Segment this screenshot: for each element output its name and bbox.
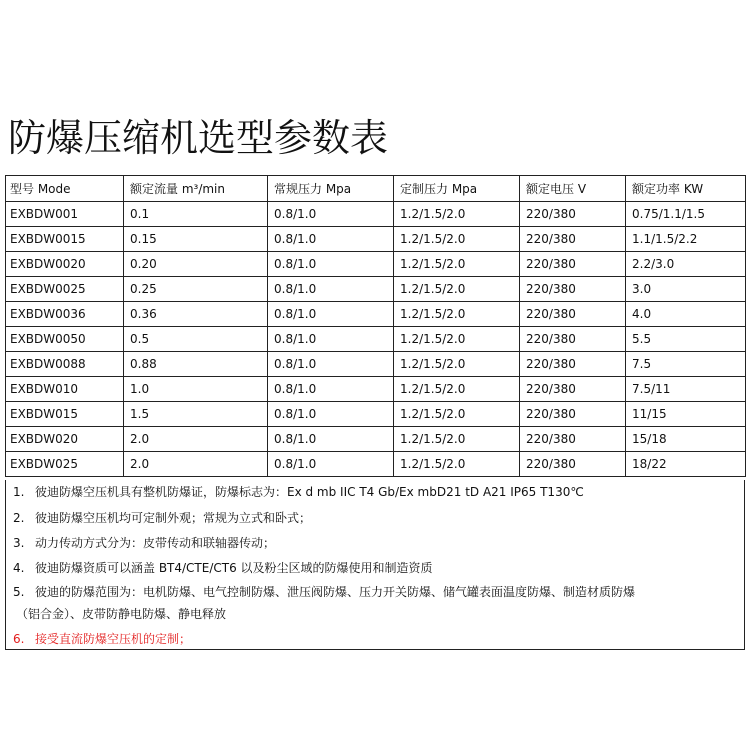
table-row (6, 277, 746, 302)
table-cell: EXBDW010 (6, 377, 124, 402)
table-cell: EXBDW025 (6, 452, 124, 477)
column-header: 额定电压 V (520, 176, 626, 202)
table-row (6, 227, 746, 252)
note-text: 接受直流防爆空压机的定制； (35, 632, 192, 646)
table-cell: 1.2/1.5/2.0 (394, 452, 520, 477)
table-cell: 1.0 (124, 377, 268, 402)
table-cell: EXBDW0088 (6, 352, 124, 377)
note-6 (13, 631, 191, 647)
note-text: 彼迪防爆空压机具有整机防爆证，防爆标志为：Ex d mb IIC T4 Gb/Ex mbD21 tD A21 IP65 T130℃ (35, 485, 584, 499)
table-cell: 220/380 (520, 327, 626, 352)
note-1 (13, 484, 584, 500)
column-header: 型号 Mode (6, 176, 124, 202)
table-cell: 4.0 (626, 302, 746, 327)
table-cell: 0.8/1.0 (268, 302, 394, 327)
table-cell: 220/380 (520, 202, 626, 227)
table-cell: EXBDW0020 (6, 252, 124, 277)
table-cell: 0.88 (124, 352, 268, 377)
note-number: 5. (13, 585, 25, 599)
table-cell: 220/380 (520, 452, 626, 477)
table-cell: 1.2/1.5/2.0 (394, 252, 520, 277)
table-cell: 0.8/1.0 (268, 352, 394, 377)
table-cell: 0.8/1.0 (268, 202, 394, 227)
table-cell: 7.5 (626, 352, 746, 377)
note-number: 6. (13, 632, 25, 646)
table-cell: 220/380 (520, 227, 626, 252)
notes-section (5, 480, 745, 650)
note-4 (13, 560, 433, 576)
table-cell: 1.1/1.5/2.2 (626, 227, 746, 252)
table-cell: EXBDW001 (6, 202, 124, 227)
table-cell: 0.36 (124, 302, 268, 327)
table-row (6, 252, 746, 277)
note-number: 3. (13, 536, 25, 550)
table-cell: 220/380 (520, 352, 626, 377)
note-number: 2. (13, 511, 25, 525)
table-cell: 0.15 (124, 227, 268, 252)
table-cell: EXBDW015 (6, 402, 124, 427)
table-cell: 220/380 (520, 277, 626, 302)
table-row (6, 427, 746, 452)
table-cell: 15/18 (626, 427, 746, 452)
note-5 (13, 584, 635, 600)
table-cell: 2.0 (124, 427, 268, 452)
table-row (6, 352, 746, 377)
note-number: 1. (13, 485, 25, 499)
table-cell: 2.2/3.0 (626, 252, 746, 277)
page-title: 防爆压缩机选型参数表 (8, 116, 389, 160)
table-cell: 1.2/1.5/2.0 (394, 377, 520, 402)
table-cell: 220/380 (520, 402, 626, 427)
table-cell: 0.75/1.1/1.5 (626, 202, 746, 227)
table-cell: 18/22 (626, 452, 746, 477)
table-cell: 3.0 (626, 277, 746, 302)
table-cell: 220/380 (520, 252, 626, 277)
table-row (6, 402, 746, 427)
table-cell: 1.2/1.5/2.0 (394, 202, 520, 227)
table-cell: 1.2/1.5/2.0 (394, 327, 520, 352)
note-text: 动力传动方式分为：皮带传动和联轴器传动； (35, 536, 276, 550)
table-cell: 0.8/1.0 (268, 402, 394, 427)
table-cell: 0.8/1.0 (268, 427, 394, 452)
table-cell: 0.8/1.0 (268, 377, 394, 402)
table-cell: 0.8/1.0 (268, 277, 394, 302)
table-cell: 1.2/1.5/2.0 (394, 402, 520, 427)
table-cell: 7.5/11 (626, 377, 746, 402)
note-text: 彼迪防爆空压机均可定制外观；常规为立式和卧式； (35, 511, 312, 525)
table-cell: 0.8/1.0 (268, 227, 394, 252)
table-cell: 0.20 (124, 252, 268, 277)
table-cell: 220/380 (520, 427, 626, 452)
column-header: 常规压力 Mpa (268, 176, 394, 202)
column-header: 额定功率 KW (626, 176, 746, 202)
table-cell: 1.2/1.5/2.0 (394, 352, 520, 377)
note-3 (13, 535, 275, 551)
table-cell: 0.1 (124, 202, 268, 227)
table-cell: 11/15 (626, 402, 746, 427)
spec-table (5, 175, 746, 477)
table-cell: 0.8/1.0 (268, 252, 394, 277)
column-header: 额定流量 m³/min (124, 176, 268, 202)
table-cell: 1.2/1.5/2.0 (394, 302, 520, 327)
note-text: 彼迪防爆资质可以涵盖 BT4/CTE/CT6 以及粉尘区域的防爆使用和制造资质 (35, 561, 433, 575)
table-row (6, 327, 746, 352)
table-cell: 0.25 (124, 277, 268, 302)
table-cell: EXBDW0050 (6, 327, 124, 352)
table-cell: 220/380 (520, 302, 626, 327)
table-cell: EXBDW0025 (6, 277, 124, 302)
table-cell: EXBDW020 (6, 427, 124, 452)
table-cell: 1.2/1.5/2.0 (394, 277, 520, 302)
table-cell: EXBDW0036 (6, 302, 124, 327)
note-2 (13, 510, 311, 526)
table-cell: EXBDW0015 (6, 227, 124, 252)
table-row (6, 377, 746, 402)
table-cell: 5.5 (626, 327, 746, 352)
table-cell: 1.2/1.5/2.0 (394, 227, 520, 252)
note-text: 彼迪的防爆范围为：电机防爆、电气控制防爆、泄压阀防爆、压力开关防爆、储气罐表面温度防爆、制造材质防爆 (35, 585, 636, 599)
table-row (6, 202, 746, 227)
table-cell: 220/380 (520, 377, 626, 402)
table-cell: 1.5 (124, 402, 268, 427)
table-cell: 1.2/1.5/2.0 (394, 427, 520, 452)
note-5-continuation: （铝合金）、皮带防静电防爆、静电释放 (16, 607, 227, 621)
table-header-row (6, 176, 746, 202)
table-cell: 0.8/1.0 (268, 327, 394, 352)
table-row (6, 452, 746, 477)
table-cell: 0.8/1.0 (268, 452, 394, 477)
table-cell: 0.5 (124, 327, 268, 352)
table-row (6, 302, 746, 327)
table-cell: 2.0 (124, 452, 268, 477)
note-number: 4. (13, 561, 25, 575)
column-header: 定制压力 Mpa (394, 176, 520, 202)
